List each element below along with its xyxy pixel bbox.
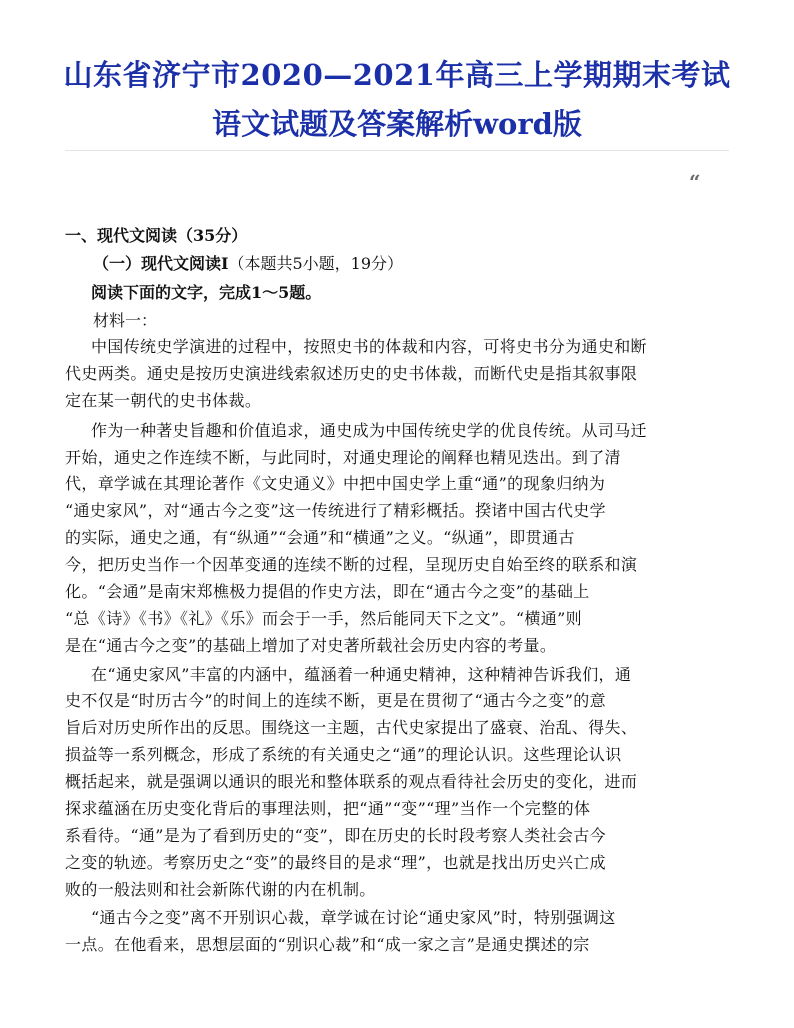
body-line: 中国传统史学演进的过程中，按照史书的体裁和内容，可将史书分为通史和断 [91,337,647,356]
body-line: 代史两类。通史是按历史演进线索叙述历史的史书体裁，而断代史是指其叙事限 [65,364,638,383]
sub-heading-note: （本题共5小题，19分） [228,254,404,273]
title-divider [65,150,729,151]
reading-instruction: 阅读下面的文字，完成1～5题。 [91,283,322,302]
body-line: 代，章学诚在其理论著作《文史通义》中把中国史学上重“通”的现象归纳为 [65,474,606,493]
body-line: “总《诗》《书》《礼》《乐》而会于一手，然后能同天下之文”。“横通”则 [65,609,582,628]
document-title-line-2: 语文试题及答案解析word版 [212,107,582,141]
sub-heading [93,254,403,274]
body-line: 定在某一朝代的史书体裁。 [65,391,262,410]
body-line: “通史家风”，对“通古今之变”这一传统进行了精彩概括。揆诸中国古代史学 [65,501,606,520]
body-line: 损益等一系列概念，形成了系统的有关通史之“通”的理论认识。这些理论认识 [65,745,622,764]
sub-heading-title: （一）现代文阅读Ⅰ [93,254,229,273]
quote-mark-icon: “ [689,170,701,194]
document-title-line-1: 山东省济宁市2020—2021年高三上学期期末考试 [63,58,731,92]
body-line: 之变的轨迹。考察历史之“变”的最终目的是求“理”，也就是找出历史兴亡成 [65,853,606,872]
body-line: 是在“通古今之变”的基础上增加了对史著所载社会历史内容的考量。 [65,636,557,655]
body-line: 探求蕴涵在历史变化背后的事理法则，把“通”“变”“理”当作一个完整的体 [65,799,591,818]
body-line: 一点。在他看来，思想层面的“别识心裁”和“成一家之言”是通史撰述的宗 [65,935,590,954]
body-line: 史不仅是“时历古今”的时间上的连续不断，更是在贯彻了“通古今之变”的意 [65,691,606,710]
body-line: 败的一般法则和社会新陈代谢的内在机制。 [65,880,376,899]
body-line: 化。“会通”是南宋郑樵极力提倡的作史方法，即在“通古今之变”的基础上 [65,582,590,601]
body-line: 旨后对历史所作出的反思。围绕这一主题，古代史家提出了盛衰、治乱、得失、 [65,718,638,737]
body-line: “通古今之变”离不开别识心裁，章学诚在讨论“通史家风”时，特别强调这 [91,908,616,927]
body-line: 作为一种著史旨趣和价值追求，通史成为中国传统史学的优良传统。从司马迁 [91,421,647,440]
body-line: 的实际，通史之通，有“纵通”“会通”和“横通”之义。“纵通”，即贯通古 [65,528,575,547]
body-line: 今，把历史当作一个因革变通的连续不断的过程，呈现历史自始至终的联系和演 [65,555,638,574]
body-line: 系看待。“通”是为了看到历史的“变”，即在历史的长时段考察人类社会古今 [65,826,606,845]
body-line: 概括起来，就是强调以通识的眼光和整体联系的观点看待社会历史的变化，进而 [65,772,638,791]
body-line: 在“通史家风”丰富的内涵中，蕴涵着一种通史精神，这种精神告诉我们，通 [91,665,632,684]
material-label: 材料一： [93,311,158,330]
section-heading: 一、现代文阅读（35分） [65,226,248,245]
body-line: 开始，通史之作连续不断，与此同时，对通史理论的阐释也精见迭出。到了清 [65,448,621,467]
